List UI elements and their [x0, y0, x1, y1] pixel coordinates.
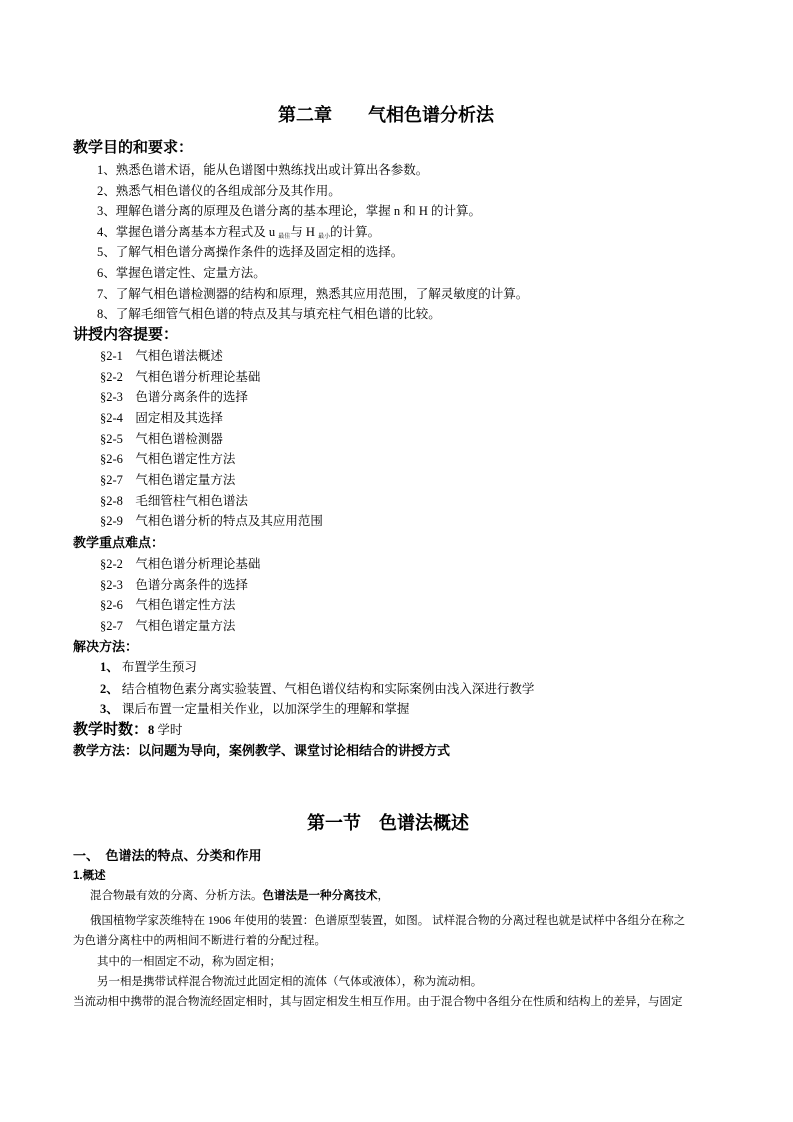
- teaching-hours: [73, 722, 182, 738]
- contents-item: §2-6 气相色谱定性方法: [100, 452, 236, 466]
- paragraph: 其中的一相固定不动，称为固定相；: [97, 956, 281, 968]
- contents-item: §2-9 气相色谱分析的特点及其应用范围: [100, 514, 323, 528]
- objective-item: 3、理解色谱分离的原理及色谱分离的基本理论，掌握 n 和 H 的计算。: [97, 204, 482, 218]
- paragraph: 为色谱分离柱中的两相间不断进行着的分配过程。: [73, 935, 326, 947]
- teaching-method: 教学方法：以问题为导向，案例教学、课堂讨论相结合的讲授方式: [73, 743, 451, 758]
- objective-item: 8、了解毛细管气相色谱的特点及其与填充柱气相色谱的比较。: [97, 307, 441, 321]
- solution-num: 1、: [100, 660, 119, 674]
- contents-item: §2-8 毛细管柱气相色谱法: [100, 494, 248, 508]
- solution-num: 2、: [100, 682, 119, 696]
- contents-item: §2-4 固定相及其选择: [100, 411, 223, 425]
- solution-text: 课后布置一定量相关作业，以加深学生的理解和掌握: [121, 702, 410, 716]
- key-points-heading: 教学重点难点：: [73, 535, 165, 550]
- objective-item: 7、了解气相色谱检测器的结构和原理，熟悉其应用范围，了解灵敏度的计算。: [97, 287, 529, 301]
- objective-item: 1、熟悉色谱术语，能从色谱图中熟练找出或计算出各参数。: [97, 163, 429, 177]
- paragraph: 当流动相中携带的混合物流经固定相时，其与固定相发生相互作用。由于混合物中各组分在性质和结构上的差异，与固定: [73, 996, 683, 1008]
- solution-text: 结合植物色素分离实验装置、气相色谱仪结构和实际案例由浅入深进行教学: [121, 682, 535, 696]
- objective-item: [97, 224, 380, 245]
- subscript-minimum: 最小: [318, 234, 331, 240]
- paragraph-bold: 色谱法是一种分离技术: [262, 890, 378, 902]
- hours-value: 8: [148, 723, 155, 737]
- objective-item: 2、熟悉气相色谱仪的各组成部分及其作用。: [97, 184, 341, 198]
- key-point-item: §2-3 色谱分离条件的选择: [100, 578, 248, 592]
- objective-item-end: 的计算。: [330, 225, 381, 239]
- paragraph: 俄国植物学家茨维特在 1906 年使用的装置：色谱原型装置，如图。 试样混合物的分离过程也就是试样中各组分在称之: [90, 915, 686, 927]
- contents-item: §2-1 气相色谱法概述: [100, 349, 223, 363]
- overview-heading: 1.概述: [73, 870, 106, 882]
- subscript-optimal: 最佳: [278, 234, 291, 240]
- objective-item: 5、了解气相色谱分离操作条件的选择及固定相的选择。: [97, 245, 404, 259]
- solution-num: 3、: [100, 702, 119, 716]
- paragraph: [90, 888, 389, 904]
- solution-item: [100, 659, 197, 675]
- hours-label: 教学时数：: [73, 721, 149, 738]
- contents-heading: 讲授内容提要：: [73, 326, 179, 343]
- contents-item: §2-5 气相色谱检测器: [100, 432, 223, 446]
- contents-item: §2-2 气相色谱分析理论基础: [100, 370, 261, 384]
- chapter-title: 第二章 气相色谱分析法: [278, 105, 494, 125]
- objective-item-text: 4、掌握色谱分离基本方程式及 u: [97, 225, 276, 239]
- key-point-item: §2-6 气相色谱定性方法: [100, 598, 236, 612]
- objectives-heading: 教学目的和要求：: [73, 139, 194, 156]
- paragraph: 另一相是携带试样混合物流过此固定相的流体（气体或液体），称为流动相。: [97, 976, 483, 988]
- paragraph-end: ，: [377, 890, 389, 902]
- solution-text: 布置学生预习: [121, 660, 197, 674]
- solution-item: [100, 701, 409, 717]
- hours-unit: 学时: [157, 723, 183, 737]
- section-title: 第一节 色谱法概述: [307, 813, 469, 833]
- objective-item: 6、掌握色谱定性、定量方法。: [97, 266, 266, 280]
- paragraph-text: 混合物最有效的分离、分析方法。: [90, 890, 263, 902]
- key-point-item: §2-7 气相色谱定量方法: [100, 619, 236, 633]
- section-subheading: 一、 色谱法的特点、分类和作用: [73, 848, 262, 863]
- contents-item: §2-7 气相色谱定量方法: [100, 473, 236, 487]
- contents-item: §2-3 色谱分离条件的选择: [100, 390, 248, 404]
- objective-item-mid: 与 H: [290, 225, 319, 239]
- solution-item: [100, 681, 534, 697]
- solutions-heading: 解决方法：: [73, 639, 139, 654]
- key-point-item: §2-2 气相色谱分析理论基础: [100, 557, 261, 571]
